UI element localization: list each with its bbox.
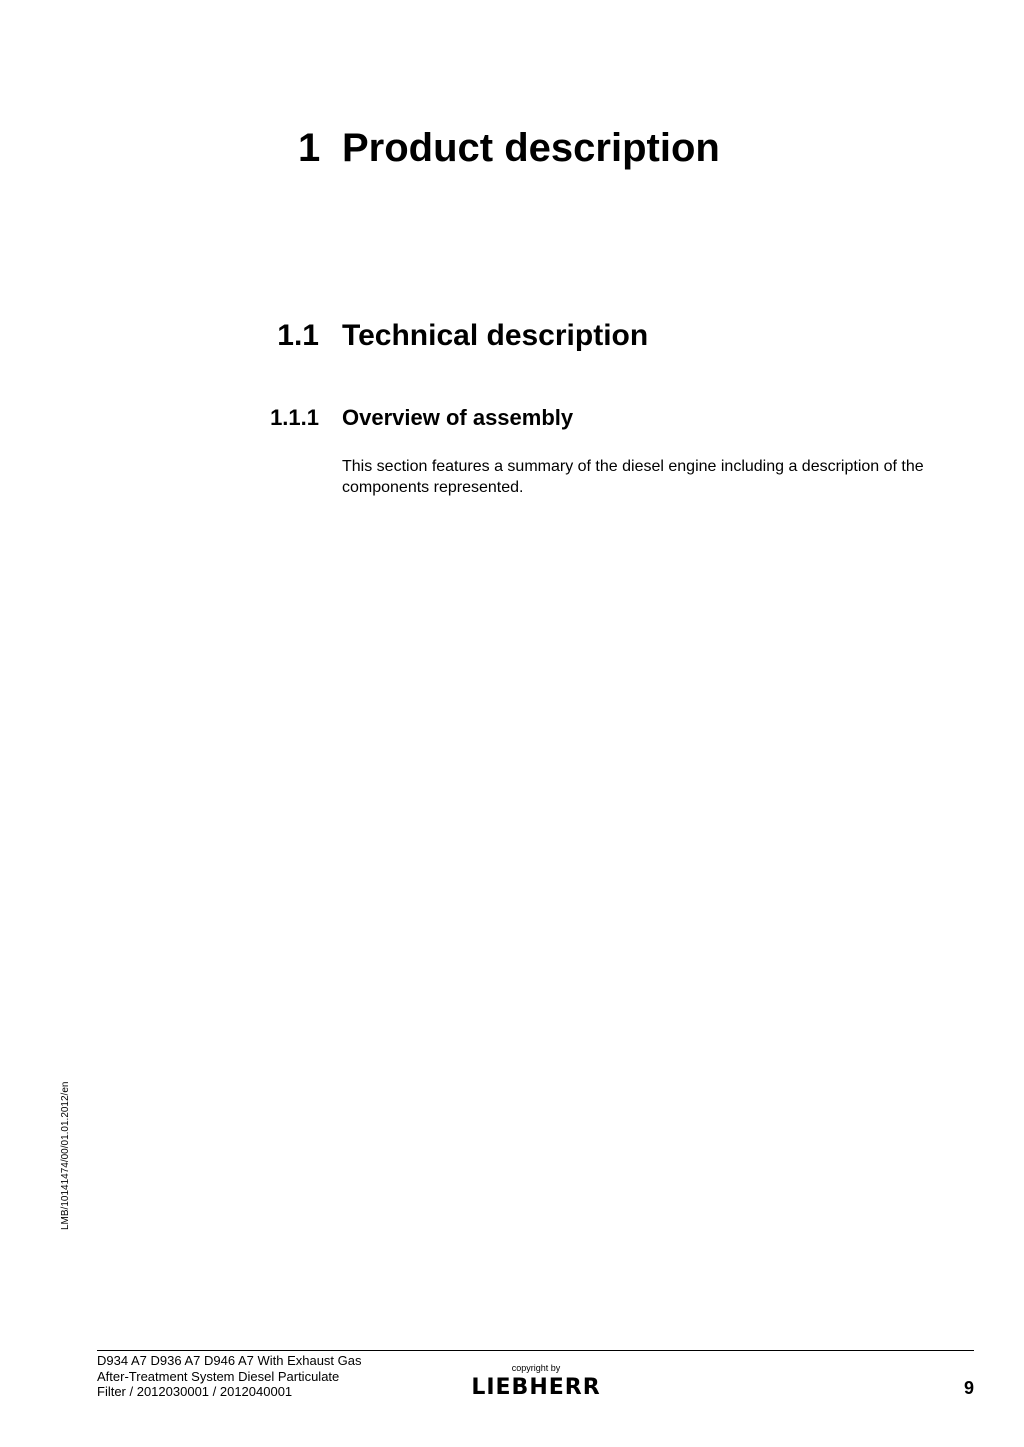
copyright-notice: copyright by	[511, 1363, 561, 1373]
page-number: 9	[963, 1378, 974, 1398]
chapter-number: 1	[298, 126, 321, 170]
body-paragraph: This section features a summary of the diesel engine including a description of the components represented.	[342, 458, 924, 496]
section-number: 1.1	[277, 319, 319, 352]
document-code: LMB/10141474/00/01.01.2012/en	[60, 1081, 71, 1230]
subsection-number: 1.1.1	[270, 405, 319, 430]
footer-doc-line: Filter / 2012030001 / 2012040001	[97, 1384, 293, 1399]
chapter-heading	[298, 124, 720, 172]
logo-wordmark: LIEBHERR	[471, 1375, 601, 1398]
liebherr-logo	[462, 1374, 610, 1398]
section-title: Technical description	[342, 319, 649, 352]
subsection-title: Overview of assembly	[342, 405, 574, 430]
footer-doc-line: D934 A7 D936 A7 D946 A7 With Exhaust Gas	[97, 1353, 362, 1368]
footer-doc-line: After-Treatment System Diesel Particulate	[97, 1368, 340, 1384]
chapter-title: Product description	[342, 126, 720, 170]
footer-document-info	[97, 1353, 362, 1400]
footer-divider	[97, 1350, 974, 1351]
